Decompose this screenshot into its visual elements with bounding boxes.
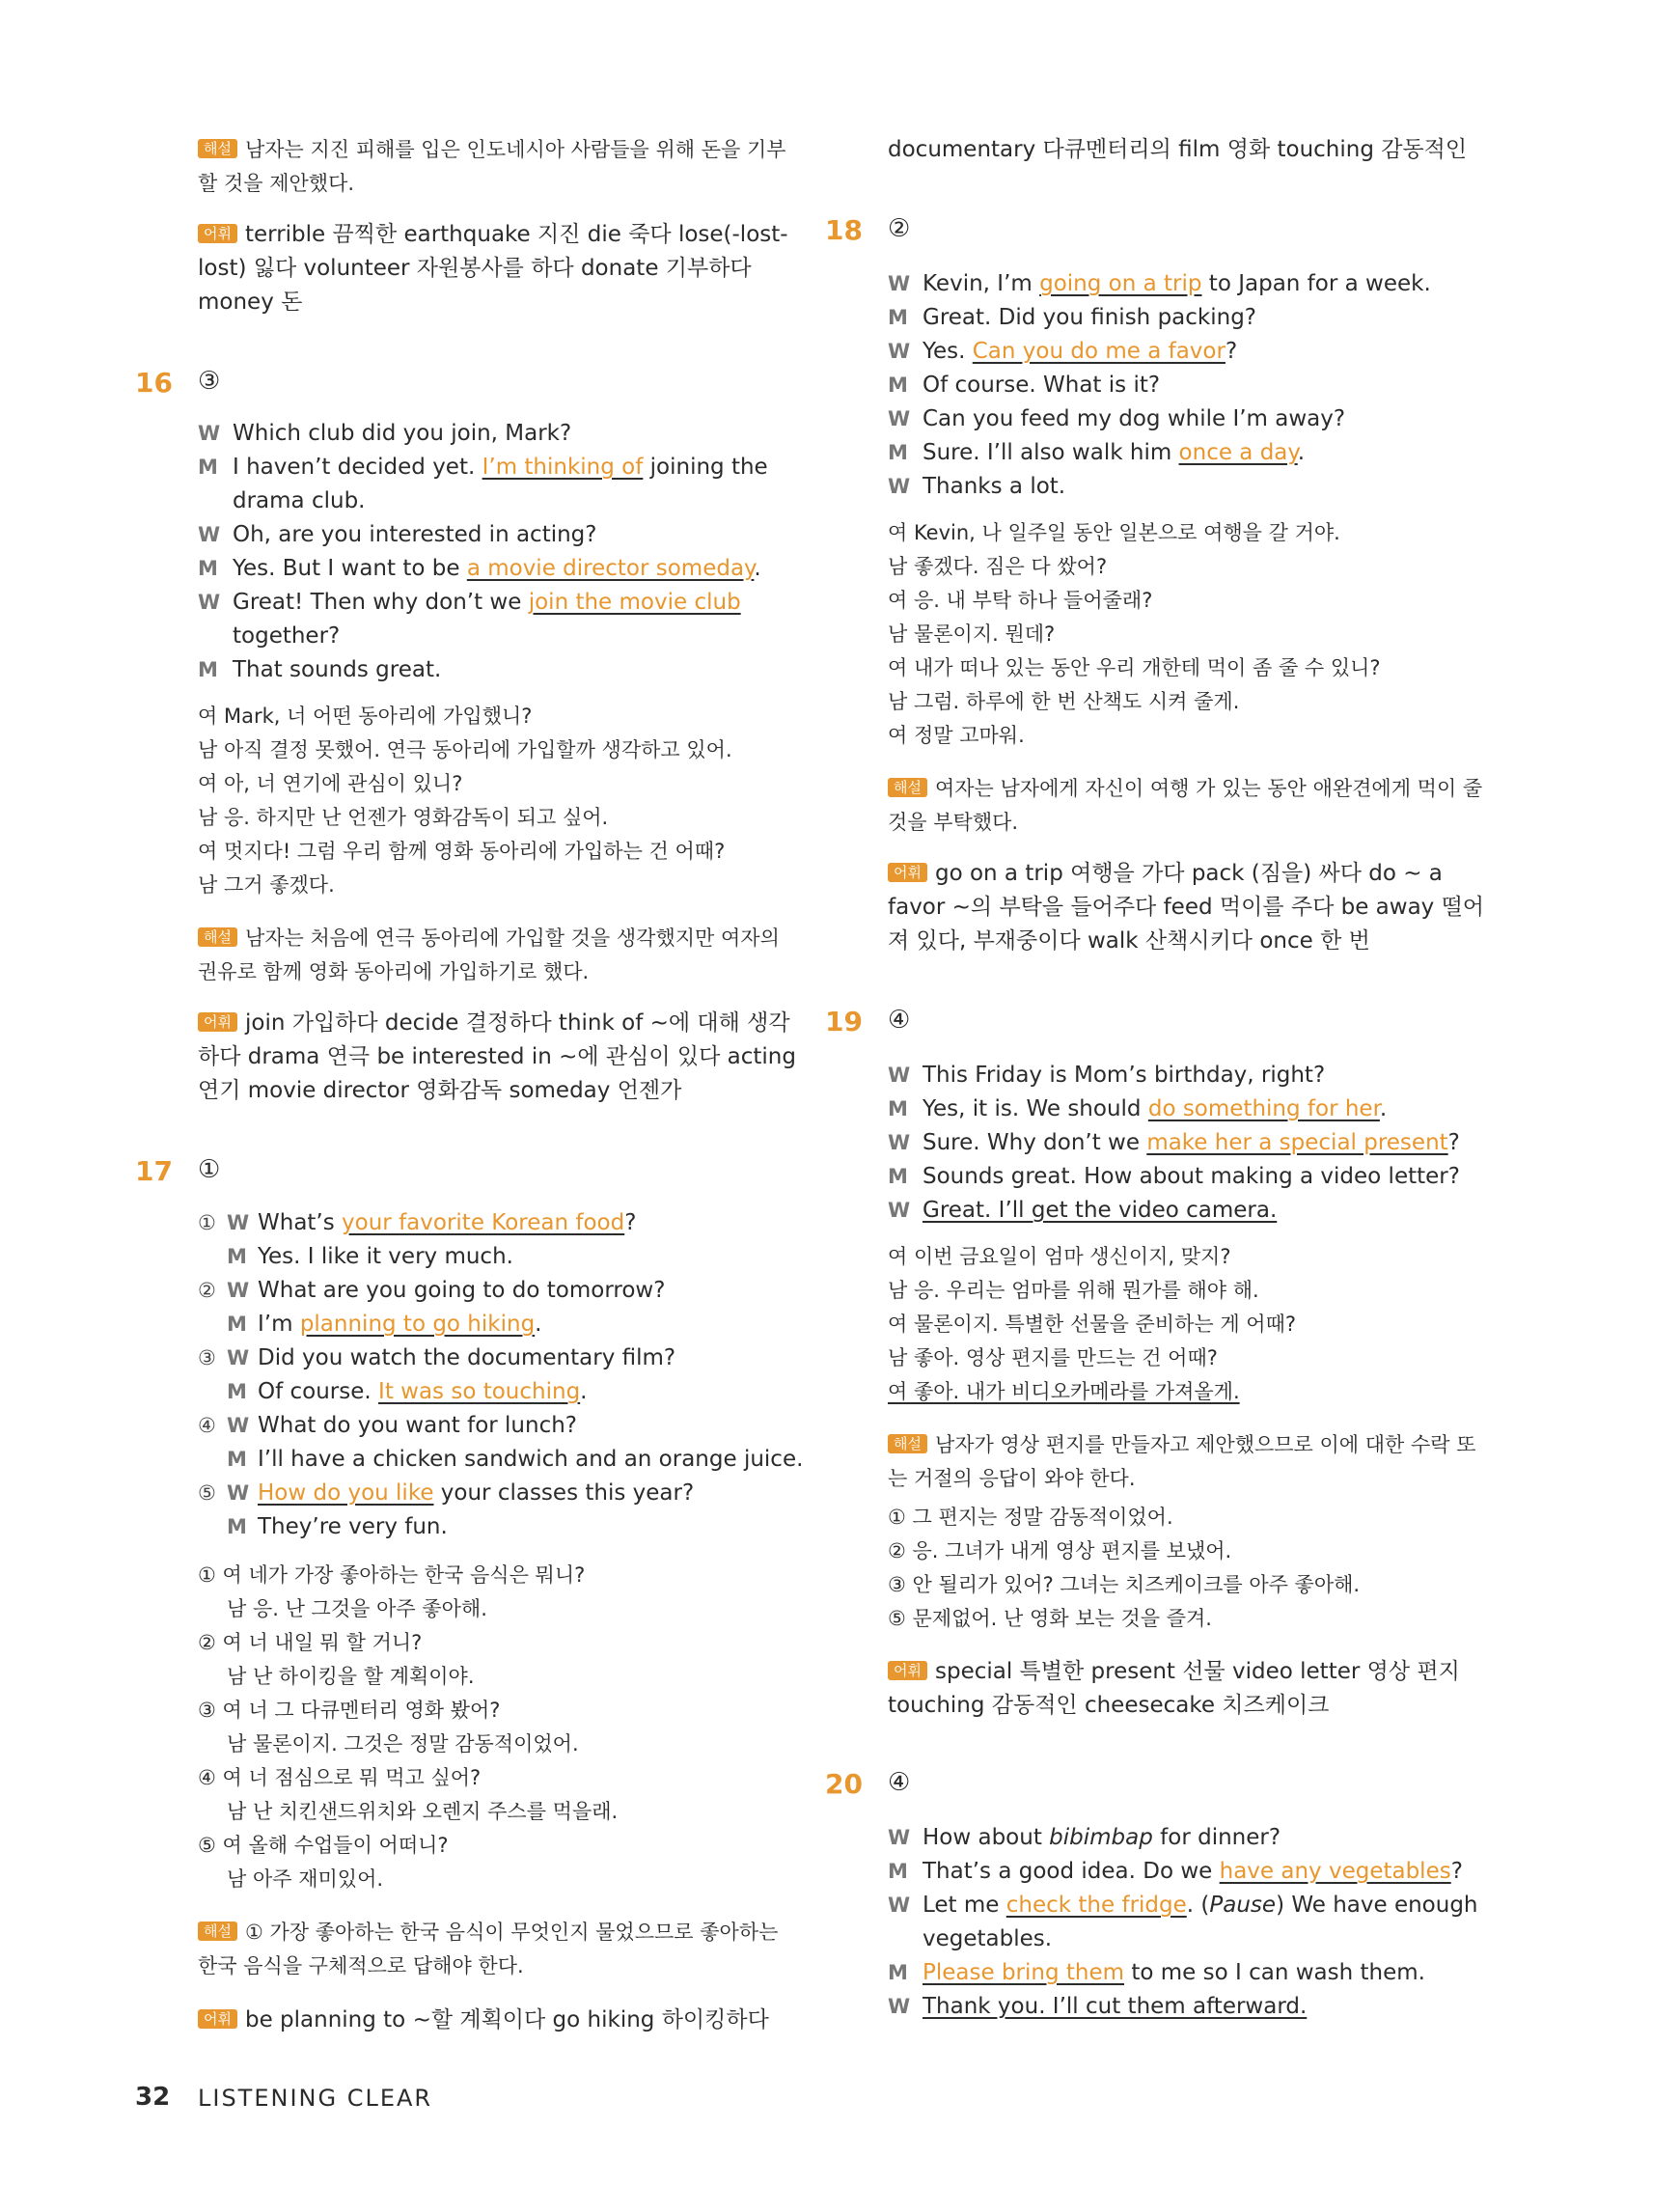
dialogue-line: W Oh, are you interested in acting? (198, 522, 597, 547)
question-number-20: 20 (825, 1768, 863, 1800)
translation-line: 여 응. 내 부탁 하나 들어줄래? (888, 589, 1153, 612)
dialogue-line: W Which club did you join, Mark? (198, 421, 572, 446)
translation-line: 남 그거 좋겠다. (198, 873, 335, 897)
translation-line: 여 이번 금요일이 엄마 생신이지, 맞지? (888, 1245, 1231, 1268)
explanation-15: 해설 남자는 지진 피해를 입은 인도네시아 사람들을 위해 돈을 기부할 것을 제안했다. (198, 138, 786, 195)
vocabulary-19: 어휘 special 특별한 present 선물 video letter 영상 편지 touching 감동적인 cheesecake 치즈케이크 (888, 1659, 1460, 1718)
translation-line: 여 멋지다! 그럼 우리 함께 영화 동아리에 가입하는 건 어때? (198, 840, 726, 863)
explanation-option: ② 응. 그녀가 내게 영상 편지를 보냈어. (888, 1539, 1232, 1562)
explanation-tag: 해설 (198, 927, 237, 947)
explanation-tag: 해설 (888, 778, 927, 797)
translation-line: 남 아직 결정 못했어. 연극 동아리에 가입할까 생각하고 있어. (198, 738, 732, 761)
dialogue-line: W How about bibimbap for dinner? (888, 1825, 1281, 1850)
translation-line: 남 좋겠다. 짐은 다 쌌어? (888, 555, 1108, 578)
translation-line: 남 응. 우리는 엄마를 위해 뭔가를 해야 해. (888, 1279, 1259, 1302)
page-number: 32 (135, 2083, 171, 2112)
translation-line: 남 물론이지. 뭔데? (888, 622, 1056, 646)
dialogue-line: M Yes. I like it very much. (227, 1244, 513, 1269)
translation-line: 여 Kevin, 나 일주일 동안 일본으로 여행을 갈 거야. (888, 521, 1340, 544)
question-number-16: 16 (135, 367, 173, 399)
translation-line: 남 그럼. 하루에 한 번 산책도 시켜 줄게. (888, 690, 1240, 713)
vocabulary-tag: 어휘 (888, 863, 927, 882)
translation-line: 남 난 하이킹을 할 계획이야. (227, 1665, 475, 1688)
dialogue-line: M Of course. What is it? (888, 373, 1161, 398)
translation-line: ② 여 너 내일 뭐 할 거니? (198, 1631, 423, 1654)
dialogue-line: W Thanks a lot. (888, 474, 1066, 499)
question-number-19: 19 (825, 1006, 863, 1037)
vocabulary-15: 어휘 terrible 끔찍한 earthquake 지진 die 죽다 lose(-lost-lost) 잃다 volunteer 자원봉사를 하다 donate 기부하다 money 돈 (198, 222, 788, 315)
explanation-17: 해설 ① 가장 좋아하는 한국 음식이 무엇인지 물었으므로 좋아하는 한국 음식을 구체적으로 답해야 한다. (198, 1921, 779, 1977)
translation-line: 남 아주 재미있어. (227, 1867, 384, 1891)
question-number-17: 17 (135, 1155, 173, 1187)
dialogue-line: M Sounds great. How about making a video letter? (888, 1164, 1460, 1189)
dialogue-line: M That sounds great. (198, 657, 442, 682)
translation-line: 여 좋아. 내가 비디오카메라를 가져올게. (888, 1380, 1240, 1403)
vocabulary-17-continued: documentary 다큐멘터리의 film 영화 touching 감동적인 (888, 137, 1468, 162)
dialogue-line: ⑤ W How do you like your classes this year? (198, 1480, 695, 1506)
explanation-option: ⑤ 문제없어. 난 영화 보는 것을 즐겨. (888, 1607, 1212, 1630)
vocabulary-tag: 어휘 (198, 224, 237, 243)
vocabulary-tag: 어휘 (198, 1012, 237, 1032)
explanation-18: 해설 여자는 남자에게 자신이 여행 가 있는 동안 애완견에게 먹이 줄 것을 부탁했다. (888, 777, 1483, 834)
vocabulary-tag: 어휘 (888, 1661, 927, 1680)
dialogue-line: M Great. Did you finish packing? (888, 305, 1256, 330)
explanation-tag: 해설 (888, 1434, 927, 1453)
question-answer-19: ④ (888, 1006, 911, 1035)
dialogue-line: W Thank you. I’ll cut them afterward. (888, 1994, 1308, 2019)
translation-line: 여 물론이지. 특별한 선물을 준비하는 게 어때? (888, 1313, 1297, 1336)
question-number-18: 18 (825, 214, 863, 246)
vocabulary-16: 어휘 join 가입하다 decide 결정하다 think of ~에 대해 생각하다 drama 연극 be interested in ~에 관심이 있다 acting 연기 movie director 영화감독 someday 언젠가 (198, 1010, 796, 1103)
translation-line: 남 물론이지. 그것은 정말 감동적이었어. (227, 1732, 579, 1756)
dialogue-line: M I’ll have a chicken sandwich and an orange juice. (227, 1447, 804, 1472)
dialogue-line: M Yes, it is. We should do something for her. (888, 1096, 1388, 1121)
dialogue-line: together? (233, 623, 341, 649)
explanation-tag: 해설 (198, 1922, 237, 1941)
explanation-19: 해설 남자가 영상 편지를 만들자고 제안했으므로 이에 대한 수락 또는 거절의 응답이 와야 한다. (888, 1433, 1476, 1490)
dialogue-line: M I’m planning to go hiking. (227, 1312, 542, 1337)
vocabulary-17: 어휘 be planning to ~할 계획이다 go hiking 하이킹하다 (198, 2004, 796, 2037)
question-answer-20: ④ (888, 1768, 911, 1797)
explanation-option: ① 그 편지는 정말 감동적이었어. (888, 1506, 1173, 1529)
translation-line: 여 정말 고마워. (888, 724, 1025, 747)
dialogue-line: W Sure. Why don’t we make her a special present? (888, 1130, 1460, 1155)
explanation-option: ③ 안 될리가 있어? 그녀는 치즈케이크를 아주 좋아해. (888, 1573, 1361, 1596)
dialogue-line: W Kevin, I’m going on a trip to Japan for a week. (888, 271, 1431, 296)
dialogue-line: M Please bring them to me so I can wash them. (888, 1960, 1425, 1985)
dialogue-line: ① W What’s your favorite Korean food? (198, 1210, 637, 1235)
dialogue-line: W Great. I’ll get the video camera. (888, 1198, 1278, 1223)
dialogue-line: W Great! Then why don’t we join the movie club (198, 590, 741, 615)
explanation-tag: 해설 (198, 139, 237, 158)
dialogue-line: M That’s a good idea. Do we have any vegetables? (888, 1859, 1463, 1884)
translation-line: ③ 여 너 그 다큐멘터리 영화 봤어? (198, 1699, 501, 1722)
dialogue-line: vegetables. (923, 1926, 1053, 1951)
dialogue-line: ④ W What do you want for lunch? (198, 1413, 578, 1438)
vocabulary-tag: 어휘 (198, 2009, 237, 2029)
dialogue-line: M Sure. I’ll also walk him once a day. (888, 440, 1306, 465)
translation-line: 남 난 치킨샌드위치와 오렌지 주스를 먹을래. (227, 1800, 619, 1823)
translation-line: 남 응. 하지만 난 언젠가 영화감독이 되고 싶어. (198, 806, 609, 829)
translation-line: ⑤ 여 올해 수업들이 어떠니? (198, 1834, 449, 1857)
translation-line: 여 Mark, 너 어떤 동아리에 가입했니? (198, 705, 533, 728)
vocabulary-18: 어휘 go on a trip 여행을 가다 pack (짐을) 싸다 do ~ a favor ~의 부탁을 들어주다 feed 먹이를 주다 be away 떨어져 있다, 부재중이다 walk 산책시키다 once 한 번 (888, 861, 1485, 954)
dialogue-line: W Yes. Can you do me a favor? (888, 339, 1238, 364)
translation-line: 여 아, 너 연기에 관심이 있니? (198, 772, 463, 795)
dialogue-line: ② W What are you going to do tomorrow? (198, 1278, 666, 1303)
dialogue-line: W This Friday is Mom’s birthday, right? (888, 1063, 1326, 1088)
question-answer-18: ② (888, 214, 911, 243)
dialogue-line: M Of course. It was so touching. (227, 1379, 588, 1404)
translation-line: 여 내가 떠나 있는 동안 우리 개한테 먹이 좀 줄 수 있니? (888, 656, 1381, 679)
question-answer-17: ① (198, 1155, 221, 1184)
translation-line: 남 응. 난 그것을 아주 좋아해. (227, 1597, 487, 1620)
translation-line: 남 좋아. 영상 편지를 만드는 건 어때? (888, 1346, 1218, 1369)
dialogue-line: ③ W Did you watch the documentary film? (198, 1345, 676, 1370)
dialogue-line: W Can you feed my dog while I’m away? (888, 406, 1346, 431)
translation-line: ① 여 네가 가장 좋아하는 한국 음식은 뭐니? (198, 1563, 586, 1587)
translation-line: ④ 여 너 점심으로 뭐 먹고 싶어? (198, 1766, 482, 1789)
question-answer-16: ③ (198, 367, 221, 396)
dialogue-line: drama club. (233, 488, 366, 513)
dialogue-line: M Yes. But I want to be a movie director someday. (198, 556, 761, 581)
explanation-16: 해설 남자는 처음에 연극 동아리에 가입할 것을 생각했지만 여자의 권유로 함께 영화 동아리에 가입하기로 했다. (198, 926, 780, 983)
dialogue-line: M They’re very fun. (227, 1514, 448, 1539)
dialogue-line: W Let me check the fridge. (Pause) We have enough (888, 1893, 1478, 1918)
book-title: LISTENING CLEAR (198, 2085, 433, 2112)
dialogue-line: M I haven’t decided yet. I’m thinking of joining the (198, 455, 768, 480)
